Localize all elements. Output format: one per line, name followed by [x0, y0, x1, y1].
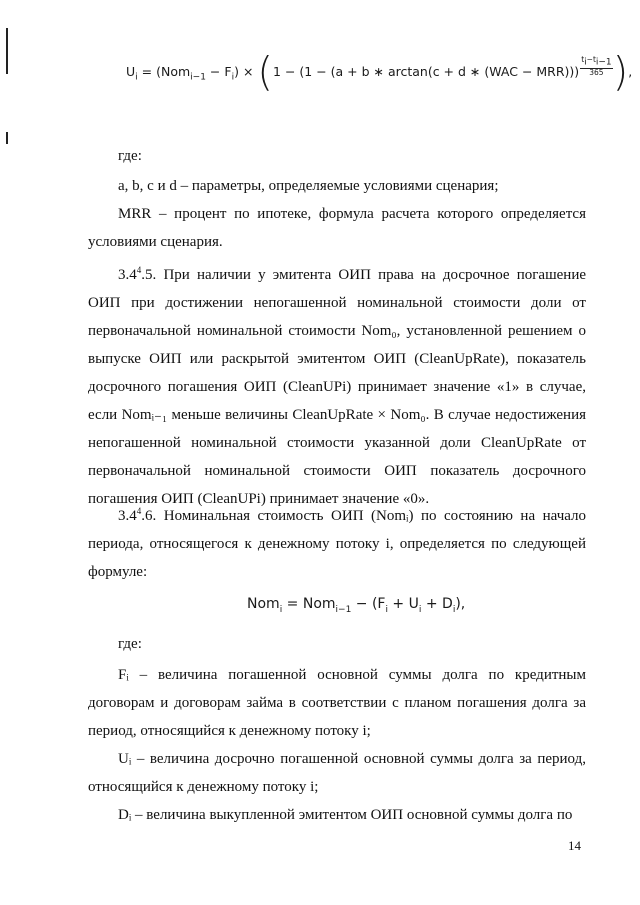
paragraph-number: $3.4^4.6$.: [118, 506, 157, 524]
scan-artifact-tick: [6, 132, 8, 144]
paragraph-number: $3.4^4.5$.: [118, 265, 157, 283]
formula-lhs: $U_i$: [126, 64, 138, 83]
where-label-1: где:: [118, 148, 142, 164]
definition-f: Fᵢ – величина погашенной основной суммы долга по кредитным договорам и договорам займа в соответствии с планом погашения долга за период, относящийся к денежному потоку i;: [88, 667, 586, 739]
paragraph-3-4-6: $3.4^4.6$. Номинальная стоимость ОИП (Nomᵢ) по состоянию на начало периода, относящегося к денежному потоку i, определяется по следующей формуле:: [88, 506, 587, 580]
definition-u: Uᵢ – величина досрочно погашенной основной суммы долга за период, относящийся к денежному потоку i;: [88, 751, 586, 795]
formula-prepayment: $U_i = (Nom_{i-1} - F_i) \times (1 - (1 - (a + b$ ∗ arctan(c + d ∗ (WAC − MRR))) $\frac{t_i-t_{i-1}}{365}$ ),: [126, 49, 633, 96]
formula-inner: (1 − (a + b ∗ arctan(c + d ∗ (WAC − MRR))): [299, 64, 580, 79]
definition-mrr: MRR – процент по ипотеке, формула расчета которого определяется условиями сценария.: [88, 206, 586, 250]
paragraph-3-4-5: $3.4^4.5$. При наличии у эмитента ОИП права на досрочное погашение ОИП при достижении непогашенной номинальной стоимости доли от первоначальной номинальной стоимости Nom₀, установленной решением о выпуске ОИП или раскрытой эмитентом ОИП (CleanUpRate), показатель досрочного погашения ОИП (CleanUPi) принимает значение «1» в случае, если Nomᵢ₋₁ меньше величины CleanUpRate × Nom₀. В случае недостижения непогашенной номинальной стоимости указанной доли CleanUpRate от первоначальной номинальной стоимости ОИП показатель досрочного погашения ОИП (CleanUPi) принимает значение «0».: [88, 265, 587, 507]
formula-nominal: $Nom_i = Nom_{i-1} - (F_i + U_i + D_i)$,: [247, 596, 466, 615]
page-number: 14: [568, 838, 581, 853]
formula-exponent: $\frac{t_i-t_{i-1}}{365}$: [581, 55, 612, 78]
scan-artifact-line: [6, 28, 8, 74]
definition-d: Dᵢ – величина выкупленной эмитентом ОИП основной суммы долга по: [118, 807, 573, 823]
where-label-2: где:: [118, 636, 142, 652]
definition-params: a, b, c и d – параметры, определяемые условиями сценария;: [118, 178, 499, 194]
